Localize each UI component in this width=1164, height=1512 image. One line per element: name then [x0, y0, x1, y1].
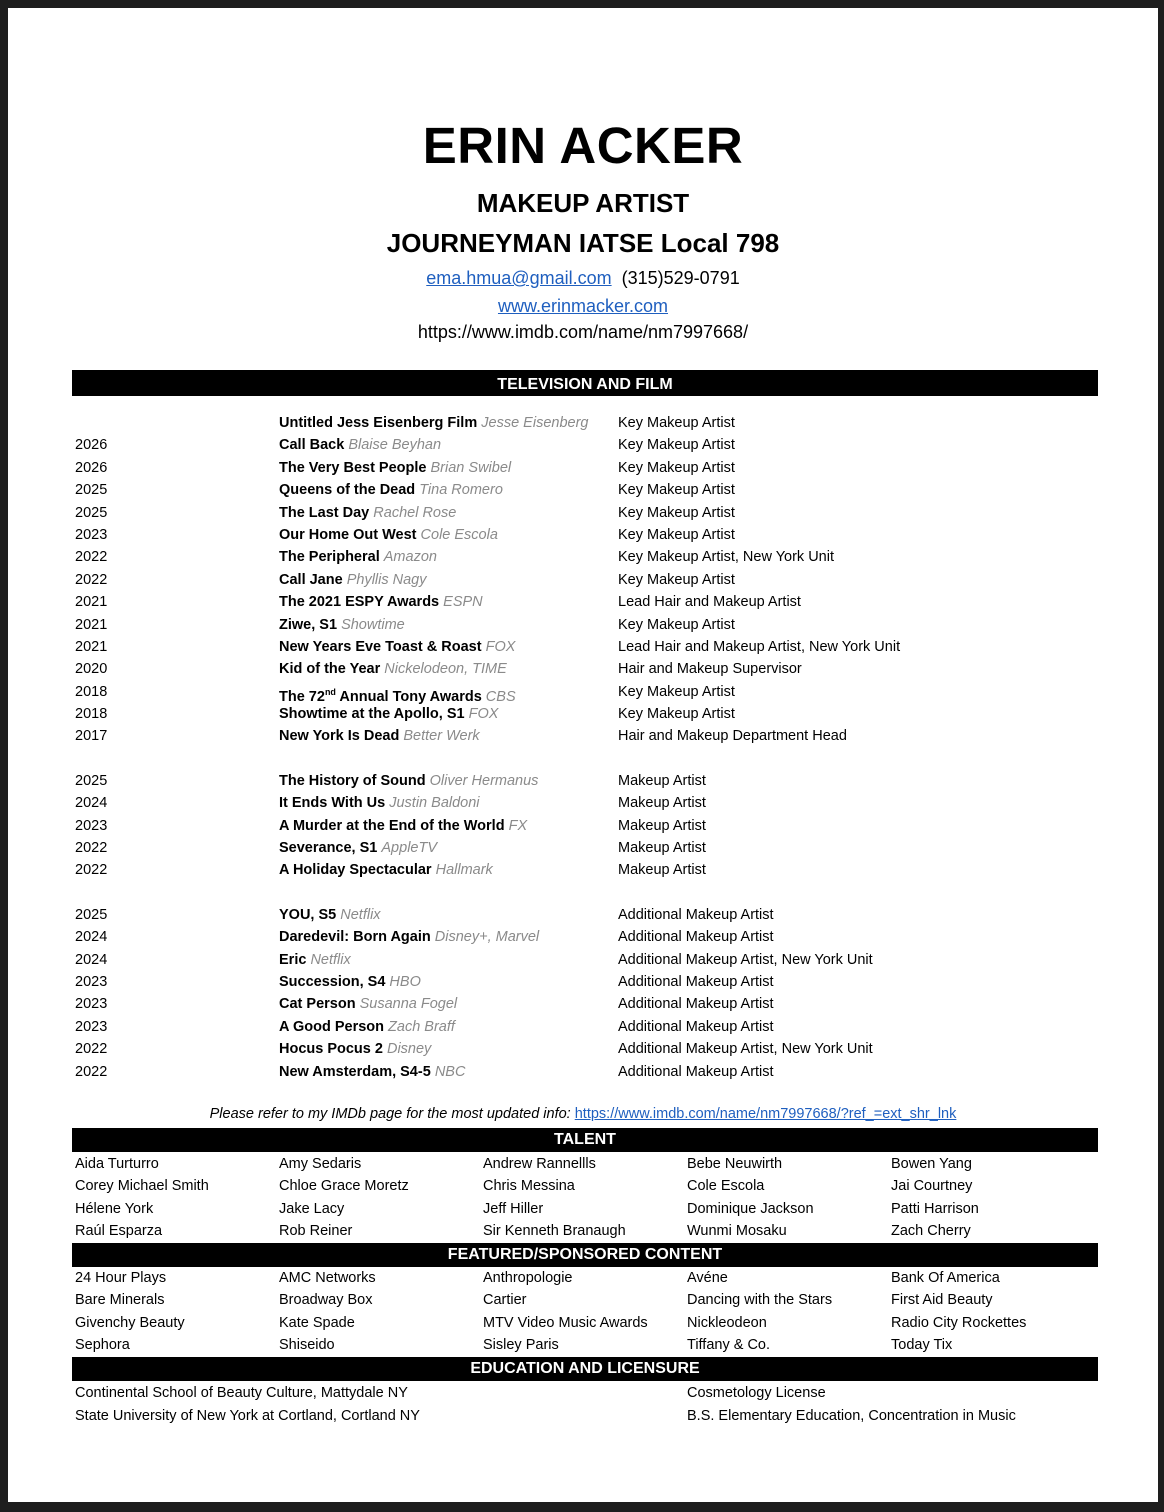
- credit-title-text: YOU, S5: [279, 906, 337, 923]
- credit-position: Hair and Makeup Supervisor: [618, 661, 802, 678]
- credit-title: [279, 837, 437, 859]
- credit-position: Key Makeup Artist: [618, 504, 735, 521]
- credit-director: Susanna Fogel: [359, 996, 458, 1013]
- credit-row: [8, 703, 1158, 725]
- credit-title-text: Ziwe, S1: [279, 616, 338, 633]
- credit-title-text: The 2021 ESPY Awards: [279, 594, 440, 611]
- featured-item: Tiffany & Co.: [687, 1336, 771, 1353]
- credit-position: Key Makeup Artist: [618, 706, 735, 723]
- credit-position: Key Makeup Artist: [618, 616, 735, 633]
- credit-title: [279, 703, 498, 725]
- credit-title: [279, 815, 527, 837]
- credit-year: 2023: [75, 817, 108, 834]
- credit-title-text: Daredevil: Born Again: [279, 929, 431, 946]
- credit-position: Lead Hair and Makeup Artist: [618, 594, 801, 611]
- credit-row: [8, 859, 1158, 881]
- credit-title: [279, 614, 405, 636]
- credit-title-text: The Very Best People: [279, 459, 427, 476]
- credit-position: Additional Makeup Artist: [618, 929, 774, 946]
- website-link[interactable]: www.erinmacker.com: [497, 296, 669, 316]
- credit-director: Cole Escola: [420, 526, 498, 543]
- education-row: [75, 1405, 1105, 1428]
- credit-director: Justin Baldoni: [389, 795, 480, 812]
- credit-row: [8, 815, 1158, 837]
- education-school: Continental School of Beauty Culture, Mattydale NY: [75, 1385, 408, 1401]
- credit-row: [8, 479, 1158, 501]
- credit-title-text: The 72: [279, 688, 325, 705]
- credit-position: Key Makeup Artist: [618, 526, 735, 543]
- credit-director: Disney: [386, 1041, 432, 1058]
- section-header-tv-film: TELEVISION AND FILM: [72, 370, 1098, 396]
- credit-position: Key Makeup Artist: [618, 482, 735, 499]
- credit-year: 2024: [75, 929, 108, 946]
- featured-item: Shiseido: [279, 1336, 335, 1353]
- featured-item: Bank Of America: [891, 1270, 1000, 1286]
- credit-row: [8, 1061, 1158, 1083]
- credit-row: [8, 636, 1158, 658]
- imdb-url: https://www.imdb.com/name/nm7997668/: [417, 322, 749, 342]
- credit-title-text: A Holiday Spectacular: [279, 862, 432, 879]
- credit-director: Phyllis Nagy: [346, 571, 427, 588]
- featured-item: Anthropologie: [483, 1270, 573, 1286]
- credit-director: Netflix: [340, 906, 381, 923]
- credit-position: Additional Makeup Artist: [618, 906, 774, 923]
- credit-year: 2022: [75, 840, 108, 857]
- credit-year: 2021: [75, 594, 108, 611]
- credit-row: [8, 658, 1158, 680]
- credit-position: Key Makeup Artist: [618, 683, 735, 700]
- credit-director: CBS: [485, 688, 516, 705]
- job-title: MAKEUP ARTIST: [476, 188, 690, 218]
- section-header-education: EDUCATION AND LICENSURE: [72, 1357, 1098, 1381]
- credit-title-text: Call Jane: [279, 571, 343, 588]
- credit-position: Makeup Artist: [618, 840, 706, 857]
- credit-director: FOX: [485, 638, 516, 655]
- section-header-featured: FEATURED/SPONSORED CONTENT: [72, 1243, 1098, 1267]
- imdb-note-link[interactable]: https://www.imdb.com/name/nm7997668/?ref_=ext_shr_lnk: [574, 1106, 957, 1122]
- credit-row: [8, 412, 1158, 434]
- credit-title-text: Our Home Out West: [279, 526, 417, 543]
- credit-title: [279, 971, 421, 993]
- credit-title: [279, 770, 538, 792]
- credit-title-text: New Years Eve Toast & Roast: [279, 638, 482, 655]
- credit-title: [279, 949, 351, 971]
- credit-position: Key Makeup Artist, New York Unit: [618, 549, 834, 566]
- credit-director: HBO: [389, 973, 421, 990]
- phone-number: (315)529-0791: [621, 268, 740, 288]
- talent-grid: [75, 1153, 1105, 1242]
- credit-title: [279, 636, 515, 658]
- credit-title: [279, 725, 480, 747]
- featured-row: [75, 1289, 1105, 1311]
- credit-director: Zach Braff: [388, 1018, 455, 1035]
- credit-row: [8, 502, 1158, 524]
- featured-item: Kate Spade: [279, 1314, 355, 1331]
- union-title: JOURNEYMAN IATSE Local 798: [386, 228, 780, 258]
- credit-row: [8, 546, 1158, 568]
- featured-item: Avéne: [687, 1270, 728, 1286]
- credit-title-text: New Amsterdam, S4-5: [279, 1063, 431, 1080]
- credit-title-text: Severance, S1: [279, 840, 378, 857]
- credit-title-text: Untitled Jess Eisenberg Film: [279, 415, 478, 431]
- credit-year: 2022: [75, 549, 108, 566]
- website-line: [8, 296, 1158, 317]
- credit-director: FOX: [468, 706, 499, 723]
- credit-title-text: The Peripheral: [279, 549, 380, 566]
- credit-year: 2025: [75, 906, 108, 923]
- talent-item: Andrew Rannellls: [483, 1156, 596, 1172]
- talent-item: Bebe Neuwirth: [687, 1156, 783, 1172]
- talent-item: Dominique Jackson: [687, 1200, 814, 1217]
- credit-title: [279, 658, 507, 680]
- credit-year: 2025: [75, 772, 108, 789]
- credit-director: Disney+, Marvel: [434, 929, 540, 946]
- credit-title-text: Queens of the Dead: [279, 482, 416, 499]
- credit-year: 2022: [75, 1041, 108, 1058]
- talent-item: Raúl Esparza: [75, 1222, 163, 1239]
- credit-year: 2026: [75, 459, 108, 476]
- credit-position: Additional Makeup Artist: [618, 996, 774, 1013]
- credit-title: [279, 524, 498, 546]
- credit-title: [279, 569, 426, 591]
- credit-title-text: A Good Person: [279, 1018, 384, 1035]
- credit-year: 2023: [75, 973, 108, 990]
- credit-row: [8, 614, 1158, 636]
- credit-title-superscript: nd: [324, 686, 336, 697]
- credit-title: [279, 412, 588, 434]
- credit-director: Netflix: [310, 951, 351, 968]
- credit-director: Hallmark: [435, 862, 493, 879]
- credit-title: [279, 792, 480, 814]
- credit-director: Better Werk: [403, 728, 480, 745]
- credit-row: [8, 837, 1158, 859]
- credit-title: [279, 1061, 465, 1083]
- credit-year: 2022: [75, 1063, 108, 1080]
- featured-grid: [75, 1267, 1105, 1356]
- credit-director: NBC: [434, 1063, 466, 1080]
- credit-title: [279, 502, 456, 524]
- featured-item: Cartier: [483, 1292, 527, 1309]
- talent-item: Patti Harrison: [891, 1200, 979, 1217]
- featured-row: [75, 1312, 1105, 1334]
- credit-position: Additional Makeup Artist: [618, 973, 774, 990]
- talent-row: [75, 1175, 1105, 1197]
- credit-row: [8, 725, 1158, 747]
- credit-year: 2024: [75, 951, 108, 968]
- credit-title: [279, 434, 441, 456]
- credit-position: Additional Makeup Artist, New York Unit: [618, 951, 873, 968]
- imdb-note-text: Please refer to my IMDb page for the most updated info:: [209, 1106, 575, 1122]
- featured-item: Broadway Box: [279, 1292, 373, 1309]
- section-header-talent: TALENT: [72, 1128, 1098, 1152]
- talent-item: Bowen Yang: [891, 1156, 972, 1172]
- credit-position: Key Makeup Artist: [618, 571, 735, 588]
- credit-director: Tina Romero: [419, 482, 503, 499]
- education-credential: B.S. Elementary Education, Concentration in Music: [687, 1408, 1016, 1424]
- featured-item: AMC Networks: [279, 1270, 376, 1286]
- credit-title-text: Call Back: [279, 437, 345, 454]
- credit-title: [279, 993, 457, 1015]
- credit-row: [8, 457, 1158, 479]
- featured-item: Sisley Paris: [483, 1336, 559, 1353]
- featured-item: MTV Video Music Awards: [483, 1314, 648, 1331]
- credit-title-text: Hocus Pocus 2: [279, 1041, 383, 1058]
- talent-item: Sir Kenneth Branaugh: [483, 1222, 626, 1239]
- featured-item: Givenchy Beauty: [75, 1314, 185, 1331]
- credit-director: Amazon: [383, 549, 437, 566]
- credit-row: [8, 681, 1158, 703]
- credit-position: Key Makeup Artist: [618, 415, 735, 431]
- credit-year: 2025: [75, 504, 108, 521]
- credit-year: 2023: [75, 996, 108, 1013]
- credit-year: 2017: [75, 728, 108, 745]
- credit-row: [8, 949, 1158, 971]
- credit-row: [8, 591, 1158, 613]
- credit-row: [8, 1038, 1158, 1060]
- credit-year: 2023: [75, 1018, 108, 1035]
- talent-item: Jeff Hiller: [483, 1200, 544, 1217]
- credit-position: Makeup Artist: [618, 862, 706, 879]
- credit-title: [279, 457, 511, 479]
- resume-page: [8, 8, 1158, 1502]
- credit-title-text: It Ends With Us: [279, 795, 386, 812]
- credit-position: Additional Makeup Artist: [618, 1018, 774, 1035]
- featured-row: [75, 1267, 1105, 1289]
- credit-title-text: Cat Person: [279, 996, 356, 1013]
- credits-list: [8, 412, 1158, 1083]
- credit-title: [279, 904, 381, 926]
- credit-title-text: Eric: [279, 951, 307, 968]
- credit-title: [279, 479, 503, 501]
- contact-line: [8, 268, 1158, 289]
- credit-row: [8, 904, 1158, 926]
- featured-item: Bare Minerals: [75, 1292, 165, 1309]
- credit-row: [8, 792, 1158, 814]
- credit-director: Brian Swibel: [430, 459, 512, 476]
- talent-item: Hélene York: [75, 1200, 154, 1217]
- credit-year: 2026: [75, 437, 108, 454]
- featured-item: Sephora: [75, 1336, 130, 1353]
- credit-title-text: The History of Sound: [279, 772, 426, 789]
- imdb-note: [8, 1106, 1158, 1122]
- talent-item: Jake Lacy: [279, 1200, 345, 1217]
- talent-item: Chris Messina: [483, 1178, 575, 1195]
- credit-row: [8, 993, 1158, 1015]
- talent-item: Amy Sedaris: [279, 1156, 362, 1172]
- credit-row: [8, 971, 1158, 993]
- credit-director: Showtime: [341, 616, 405, 633]
- credit-director: AppleTV: [381, 840, 438, 857]
- credit-year: 2025: [75, 482, 108, 499]
- credit-year: 2023: [75, 526, 108, 543]
- talent-row: [75, 1198, 1105, 1220]
- credit-year: 2021: [75, 638, 108, 655]
- featured-item: Radio City Rockettes: [891, 1314, 1027, 1331]
- talent-item: Rob Reiner: [279, 1222, 353, 1239]
- credit-row: [8, 524, 1158, 546]
- talent-item: Aida Turturro: [75, 1156, 159, 1172]
- credit-title: [279, 859, 493, 881]
- credit-position: Makeup Artist: [618, 772, 706, 789]
- credit-year: 2022: [75, 571, 108, 588]
- resume-name: ERIN ACKER: [422, 117, 744, 174]
- talent-row: [75, 1153, 1105, 1175]
- credit-title: [279, 591, 483, 613]
- email-link[interactable]: ema.hmua@gmail.com: [426, 268, 612, 288]
- credit-position: Key Makeup Artist: [618, 437, 735, 454]
- credit-year: 2022: [75, 862, 108, 879]
- talent-item: Wunmi Mosaku: [687, 1222, 787, 1239]
- education-list: [75, 1382, 1105, 1428]
- credit-title-text: The Last Day: [279, 504, 370, 521]
- featured-row: [75, 1334, 1105, 1356]
- credit-position: Makeup Artist: [618, 795, 706, 812]
- credit-director: FX: [508, 817, 528, 834]
- credit-title: [279, 1016, 455, 1038]
- credit-year: 2020: [75, 661, 108, 678]
- education-school: State University of New York at Cortland, Cortland NY: [75, 1408, 420, 1424]
- credit-title-text: New York Is Dead: [279, 728, 400, 745]
- talent-item: Zach Cherry: [891, 1222, 971, 1239]
- credit-row: [8, 434, 1158, 456]
- credit-position: Hair and Makeup Department Head: [618, 728, 847, 745]
- credit-year: 2018: [75, 683, 108, 700]
- talent-item: Corey Michael Smith: [75, 1178, 209, 1195]
- talent-item: Cole Escola: [687, 1178, 765, 1195]
- credit-row: [8, 926, 1158, 948]
- credit-director: Rachel Rose: [373, 504, 457, 521]
- education-credential: Cosmetology License: [687, 1385, 826, 1401]
- credit-title-text: Kid of the Year: [279, 661, 381, 678]
- credit-director: Blaise Beyhan: [348, 437, 442, 454]
- credit-row: [8, 770, 1158, 792]
- credit-year: 2024: [75, 795, 108, 812]
- featured-item: Dancing with the Stars: [687, 1292, 833, 1309]
- education-row: [75, 1382, 1105, 1405]
- credit-title: [279, 546, 437, 568]
- credit-position: Key Makeup Artist: [618, 459, 735, 476]
- credit-title: [279, 1038, 431, 1060]
- talent-item: Jai Courtney: [891, 1178, 973, 1195]
- credit-title-suffix: Annual Tony Awards: [335, 688, 482, 705]
- featured-item: Nickleodeon: [687, 1314, 767, 1331]
- talent-item: Chloe Grace Moretz: [279, 1178, 409, 1195]
- credit-director: Nickelodeon, TIME: [384, 661, 507, 678]
- credit-position: Additional Makeup Artist: [618, 1063, 774, 1080]
- credit-director: Jesse Eisenberg: [481, 415, 589, 431]
- talent-row: [75, 1220, 1105, 1242]
- credit-position: Lead Hair and Makeup Artist, New York Unit: [618, 638, 901, 655]
- credit-row: [8, 1016, 1158, 1038]
- credit-title: [279, 926, 539, 948]
- credit-title-text: A Murder at the End of the World: [279, 817, 505, 834]
- credit-director: ESPN: [443, 594, 483, 611]
- credit-row: [8, 569, 1158, 591]
- credit-year: 2021: [75, 616, 108, 633]
- credit-year: 2018: [75, 706, 108, 723]
- credit-title-text: Showtime at the Apollo, S1: [279, 706, 465, 723]
- featured-item: Today Tix: [891, 1336, 953, 1353]
- credit-position: Makeup Artist: [618, 817, 706, 834]
- featured-item: 24 Hour Plays: [75, 1270, 167, 1286]
- credit-title-text: Succession, S4: [279, 973, 386, 990]
- credit-director: Oliver Hermanus: [429, 772, 539, 789]
- featured-item: First Aid Beauty: [891, 1292, 993, 1309]
- credit-position: Additional Makeup Artist, New York Unit: [618, 1041, 873, 1058]
